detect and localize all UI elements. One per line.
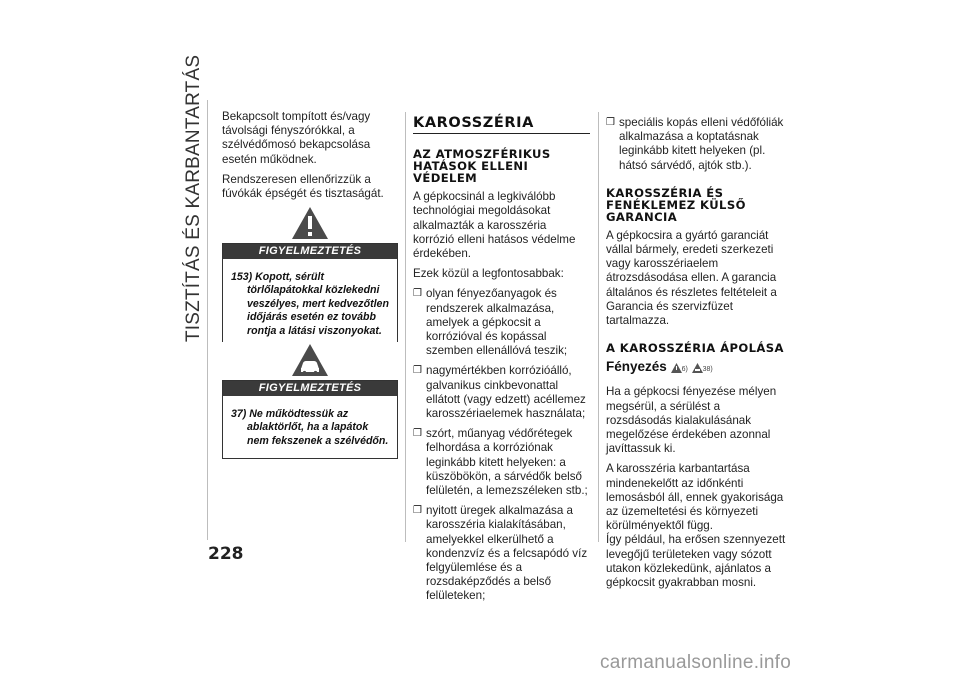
paragraph: Ha a gépkocsi fényezése mélyen megsérül, a sérülést a rozsdásodás kialakulásának megelőzése érdekében azonnal javíttassuk ki. (606, 385, 777, 456)
warning-title: FIGYELMEZTETÉS (223, 381, 397, 396)
car-warning-icon (290, 342, 330, 378)
subsection-heading: AZ ATMOSZFÉRIKUS HATÁSOK ELLENI VÉDELEM (413, 147, 551, 186)
list-item: ❒ olyan fényezőanyagok és rendszerek alkalmazása, amelyek a gépkocsit a korrózióval és kopással szemben ellenállóvá teszik; (413, 287, 568, 358)
column-1 (222, 110, 398, 207)
section-heading: KAROSSZÉRIA (413, 116, 590, 134)
section-side-title: TISZTÍTÁS ÉS KARBANTARTÁS (183, 54, 204, 342)
warning-box-1 (222, 205, 398, 337)
list-item: ❒ speciális kopás elleni védőfóliák alkalmazása a koptatásnak leginkább kitett helyeken (pl. hátsó sárvédő, ajtók stb.). (606, 116, 784, 172)
column-divider-1 (405, 112, 406, 542)
paragraph: A gépkocsira a gyártó garanciát vállal bármely, eredeti szerkezeti vagy karosszériaelem átrozsdásodása ellen. A garancia általános és részletes feltételeit a Garancia és szervizfüzet tartalmazza. (606, 228, 777, 328)
paragraph: Bekapcsolt tompított és/vagy távolsági fényszórókkal, a szélvédőmosó bekapcsolása esetén működnek. (222, 110, 371, 166)
subsection-heading: KAROSSZÉRIA ÉS FENÉKLEMEZ KÜLSŐ GARANCIA (606, 185, 746, 224)
paragraph: A karosszéria karbantartása mindenekelőtt az időnkénti lemosásból áll, ennek gyakorisága az üzemeltetési és környezeti körülményektől függ. (606, 462, 784, 533)
warning-text: 37) Ne működtessük az ablaktörlőt, ha a lapátok nem fekszenek a szélvédőn. (231, 408, 389, 447)
subsection-heading: A KAROSSZÉRIA ÁPOLÁSA (606, 341, 784, 356)
car-warning-icon (692, 363, 703, 373)
side-divider (207, 100, 208, 540)
checkbox-bullet-icon: ❒ (413, 288, 422, 300)
watermark: carmanualsonline.info (600, 652, 792, 673)
page-number: 228 (208, 544, 244, 564)
warning-text: 153) Kopott, sérült törlőlapátokkal közlekedni veszélyes, mert kedvezőtlen időjárás esetén ez tovább rontja a látási viszonyokat. (231, 271, 389, 337)
paragraph: Rendszeresen ellenőrizzük a fúvókák épségét és tisztaságát. (222, 172, 384, 201)
paragraph: Ezek közül a legfontosabbak: (413, 267, 564, 281)
column-2 (413, 114, 590, 610)
warning-exclamation-icon (290, 205, 330, 241)
list-item: ❒ nagymértékben korrózióálló, galvanikus cinkbevonattal ellátott (vagy edzett) acéllemez karosszériaelemek használata; (413, 364, 586, 421)
paragraph: Így például, ha erősen szennyezett levegőjű területeken vagy sózott utakon közlekedünk, ajánlatos a gépkocsit gyakrabban mosni. (606, 533, 786, 590)
checkbox-bullet-icon: ❒ (413, 505, 422, 517)
column-divider-2 (598, 112, 599, 542)
checkbox-bullet-icon: ❒ (413, 365, 422, 377)
list-item: ❒ szórt, műanyag védőrétegek felhordása a korróziónak leginkább kitett helyeken: a küszöbökön, a sárvédők belső felületén, a lemezszéleken stb.; (413, 427, 588, 498)
paragraph: A gépkocsinál a legkiválóbb technológiai megoldásokat alkalmazták a karosszéria korrózió elleni hatásos védelme érdekében. (413, 190, 576, 261)
checkbox-bullet-icon: ❒ (413, 428, 422, 440)
checkbox-bullet-icon: ❒ (606, 117, 615, 128)
warning-icon (671, 363, 682, 373)
column-3 (606, 116, 786, 596)
warning-box-2 (222, 342, 398, 452)
topic-heading: Fényezés 6) 38) (606, 359, 713, 375)
list-item: ❒ nyitott üregek alkalmazása a karosszéria kialakításában, amelyekkel elkerülhető a kondenzvíz és a felcsapódó víz felgyülemlése és a rozsdaképződés a belső felületeken; (413, 504, 588, 603)
warning-title: FIGYELMEZTETÉS (223, 244, 397, 259)
